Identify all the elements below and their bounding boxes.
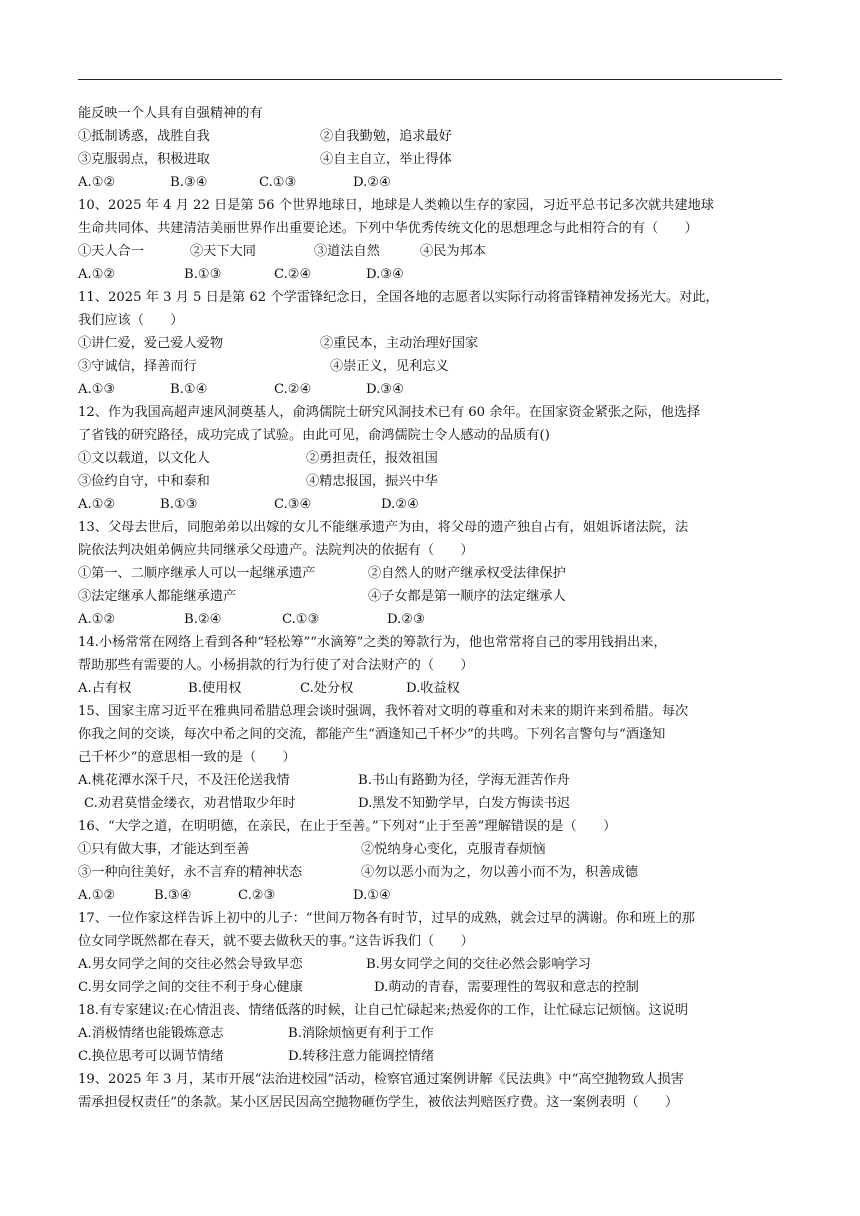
choice-d: D.萌动的青春，需要理性的驾驭和意志的控制 [374,980,639,995]
question-stem: 17、一位作家这样告诉上初中的儿子：“世间万物各有时节，过早的成熟，就会过早的满谢。你和班上的那 [78,911,695,926]
choice-c: C.换位思考可以调节情绪 [78,1049,224,1064]
question-stem-cont: 位女同学既然都在春天，就不要去做秋天的事。”这告诉我们（ ） [78,934,474,949]
choice-a: A.①② [78,175,116,190]
choice-c: C.①③ [259,175,297,190]
option-4: ④自主自立，举止得体 [320,152,452,167]
question-stem: 11、2025 年 3 月 5 日是第 62 个学雷锋纪念日，全国各地的志愿者以实际行动将雷锋精神发扬光大。对此， [78,290,719,305]
option-4: ④子女都是第一顺序的法定继承人 [368,589,566,604]
option-3: ③俭约自守，中和泰和 [78,474,210,489]
option-2: ②勇担责任，报效祖国 [306,451,438,466]
question-stem: 16、“大学之道，在明明德，在亲民，在止于至善。”下列对“止于至善”理解错误的是（ ） [78,819,617,834]
choice-d: D.③④ [366,382,404,397]
choice-c: C.②③ [238,888,276,903]
question-11 [78,286,788,401]
exam-content [78,102,788,1114]
option-1: ①只有做大事，才能达到至善 [78,842,250,857]
choice-a: A.①③ [78,382,116,397]
choice-c: C.③④ [274,497,312,512]
option-2: ②重民本，主动治理好国家 [320,336,479,351]
question-stem-cont: 院依法判决姐弟俩应共同继承父母遗产。法院判决的依据有（ ） [78,543,474,558]
choice-c: C.②④ [274,267,312,282]
question-stem: 12、作为我国高超声速风洞奠基人，俞鸿儒院士研究风洞技术已有 60 余年。在国家资金紧张之际，他选择 [78,405,701,420]
choice-d: D.收益权 [406,681,460,696]
choice-d: D.①④ [353,888,391,903]
header-rule [78,79,782,80]
question-17 [78,907,788,999]
choice-a: A.男女同学之间的交往必然会导致早恋 [78,957,303,972]
question-18 [78,999,788,1068]
question-stem: 19、2025 年 3 月，某市开展“法治进校园”活动，检察官通过案例讲解《民法典》中“高空抛物致人损害 [78,1072,684,1087]
option-2: ②天下大同 [190,244,256,259]
option-2: ②自然人的财产继承权受法律保护 [368,566,566,581]
question-stem-cont: 生命共同体、共建清洁美丽世界作出重要论述。下列中华优秀传统文化的思想理念与此相符合的有（ ） [78,221,698,236]
question-stem-cont: 己千杯少”的意思相一致的是（ ） [78,750,296,765]
question-19 [78,1068,788,1114]
choice-a: A.①② [78,612,116,627]
question-stem: 10、2025 年 4 月 22 日是第 56 个世界地球日，地球是人类赖以生存的家园，习近平总书记多次就共建地球 [78,198,714,213]
choice-c: C.处分权 [300,681,354,696]
question-13 [78,516,788,631]
question-stem-cont: 需承担侵权责任”的条款。某小区居民因高空抛物砸伤学生，被依法判赔医疗费。这一案例表明（ ） [78,1095,679,1110]
option-3: ③守诚信，择善而行 [78,359,197,374]
option-3: ③一种向往美好，永不言弃的精神状态 [78,865,303,880]
question-stem-cont: 我们应该（ ） [78,313,184,328]
choice-d: D.②③ [387,612,425,627]
question-stem: 能反映一个人具有自强精神的有 [78,106,263,121]
choice-c: C.劝君莫惜金缕衣，劝君惜取少年时 [84,796,296,811]
choice-d: D.③④ [366,267,404,282]
option-1: ①抵制诱惑，战胜自我 [78,129,210,144]
question-stem: 15、国家主席习近平在雅典同希腊总理会谈时强调，我怀着对文明的尊重和对未来的期许来到希腊。每次 [78,704,689,719]
choice-c: C.男女同学之间的交往不利于身心健康 [78,980,303,995]
choice-b: B.②④ [184,612,222,627]
choice-a: A.①② [78,267,116,282]
choice-b: B.①④ [170,382,208,397]
choice-a: A.消极情绪也能锻炼意志 [78,1026,224,1041]
option-2: ②自我勤勉，追求最好 [320,129,452,144]
choice-d: D.转移注意力能调控情绪 [288,1049,435,1064]
question-stem-cont: 了省钱的研究路径，成功完成了试验。由此可见，俞鸿儒院士令人感动的品质有() [78,428,550,443]
option-4: ④崇正义，见利忘义 [330,359,449,374]
choice-b: B.①③ [184,267,222,282]
question-stem: 18.有专家建议:在心情沮丧、情绪低落的时候，让自己忙碌起来;热爱你的工作，让忙碌忘记烦恼。这说明 [78,1003,689,1018]
option-1: ①文以载道，以文化人 [78,451,210,466]
choice-b: B.书山有路勤为径，学海无涯苦作舟 [358,773,570,788]
choice-b: B.③④ [154,888,192,903]
question-9 [78,102,788,194]
option-2: ②悦纳身心变化，克服青春烦恼 [361,842,546,857]
choice-a: A.桃花潭水深千尺，不及汪伦送我情 [78,773,290,788]
question-15 [78,700,788,815]
option-1: ①天人合一 [78,244,144,259]
question-10 [78,194,788,286]
question-stem: 13、父母去世后，同胞弟弟以出嫁的女儿不能继承遗产为由，将父母的遗产独自占有，姐姐诉诸法院，法 [78,520,689,535]
question-14 [78,631,788,700]
choice-c: C.①③ [282,612,320,627]
choice-d: D.②④ [381,497,419,512]
option-3: ③克服弱点，积极进取 [78,152,210,167]
question-stem-cont: 帮助那些有需要的人。小杨捐款的行为行使了对合法财产的（ ） [78,658,474,673]
choice-b: B.①③ [160,497,198,512]
option-4: ④民为邦本 [420,244,486,259]
choice-d: D.黑发不知勤学早，白发方悔读书迟 [358,796,571,811]
option-4: ④精忠报国，振兴中华 [306,474,438,489]
choice-b: B.消除烦恼更有利于工作 [288,1026,434,1041]
choice-d: D.②④ [353,175,391,190]
choice-b: B.③④ [170,175,208,190]
question-stem: 14.小杨常常在网络上看到各种“轻松筹”“水滴筹”之类的筹款行为，他也常常将自己的零用钱捐出来， [78,635,667,650]
option-3: ③法定继承人都能继承遗产 [78,589,237,604]
choice-a: A.①② [78,888,116,903]
option-4: ④勿以恶小而为之，勿以善小而不为，积善成德 [361,865,638,880]
question-stem-cont: 你我之间的交谈，每次中希之间的交流，都能产生“酒逢知己千杯少”的共鸣。下列名言警句与“酒逢知 [78,727,666,742]
choice-a: A.占有权 [78,681,132,696]
question-12 [78,401,788,516]
option-1: ①讲仁爱，爱己爱人爱物 [78,336,224,351]
choice-b: B.男女同学之间的交往必然会影响学习 [366,957,591,972]
choice-b: B.使用权 [188,681,242,696]
option-1: ①第一、二顺序继承人可以一起继承遗产 [78,566,316,581]
choice-a: A.①② [78,497,116,512]
option-3: ③道法自然 [314,244,380,259]
choice-c: C.②④ [274,382,312,397]
question-16 [78,815,788,907]
